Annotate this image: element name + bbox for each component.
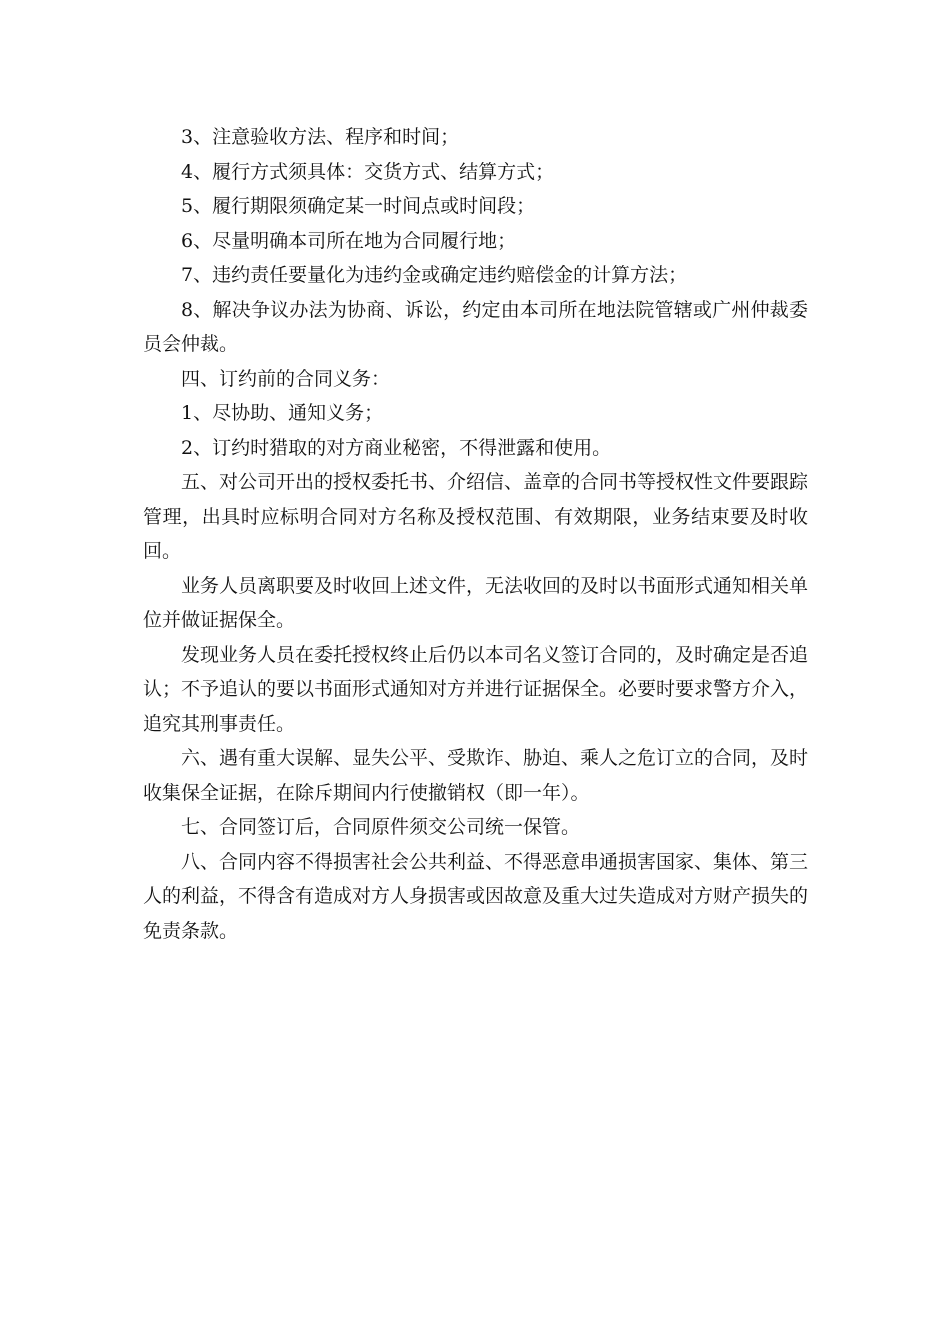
document-body (143, 120, 808, 948)
section-5-unauthorized-signing: 发现业务人员在委托授权终止后仍以本司名义签订合同的，及时确定是否追认；不予追认的要以书面形式通知对方并进行证据保全。必要时要求警方介入，追究其刑事责任。 (143, 643, 809, 735)
section-8-exemption-clauses: 八、合同内容不得损害社会公共利益、不得恶意串通损害国家、集体、第三人的利益，不得含有造成对方人身损害或因故意及重大过失造成对方财产损失的免责条款。 (143, 850, 809, 942)
clause-7-breach-liability: 7、违约责任要量化为违约金或确定违约赔偿金的计算方法； (181, 264, 688, 286)
section-4-item-1: 1、尽协助、通知义务； (181, 402, 384, 424)
section-4-item-2: 2、订约时猎取的对方商业秘密，不得泄露和使用。 (181, 436, 612, 459)
section-7-original-custody: 七、合同签订后，合同原件须交公司统一保管。 (181, 816, 581, 838)
section-5-authorization-docs: 五、对公司开出的授权委托书、介绍信、盖章的合同书等授权性文件要跟踪管理，出具时应标明合同对方名称及授权范围、有效期限，业务结束要及时收回。 (143, 471, 809, 562)
clause-3-acceptance: 3、注意验收方法、程序和时间； (181, 126, 460, 148)
clause-4-performance-method: 4、履行方式须具体：交货方式、结算方式； (181, 160, 555, 183)
clause-8-dispute-resolution: 8、解决争议办法为协商、诉讼，约定由本司所在地法院管辖或广州仲裁委员会仲裁。 (143, 298, 808, 355)
clause-5-performance-period: 5、履行期限须确定某一时间点或时间段； (181, 195, 536, 217)
section-6-revocation: 六、遇有重大误解、显失公平、受欺诈、胁迫、乘人之危订立的合同，及时收集保全证据，在除斥期间内行使撤销权（即一年）。 (143, 747, 809, 804)
section-4-heading: 四、订约前的合同义务： (181, 367, 391, 390)
section-5-staff-departure: 业务人员离职要及时收回上述文件，无法收回的及时以书面形式通知相关单位并做证据保全。 (143, 574, 809, 631)
clause-6-performance-place: 6、尽量明确本司所在地为合同履行地； (181, 229, 517, 252)
